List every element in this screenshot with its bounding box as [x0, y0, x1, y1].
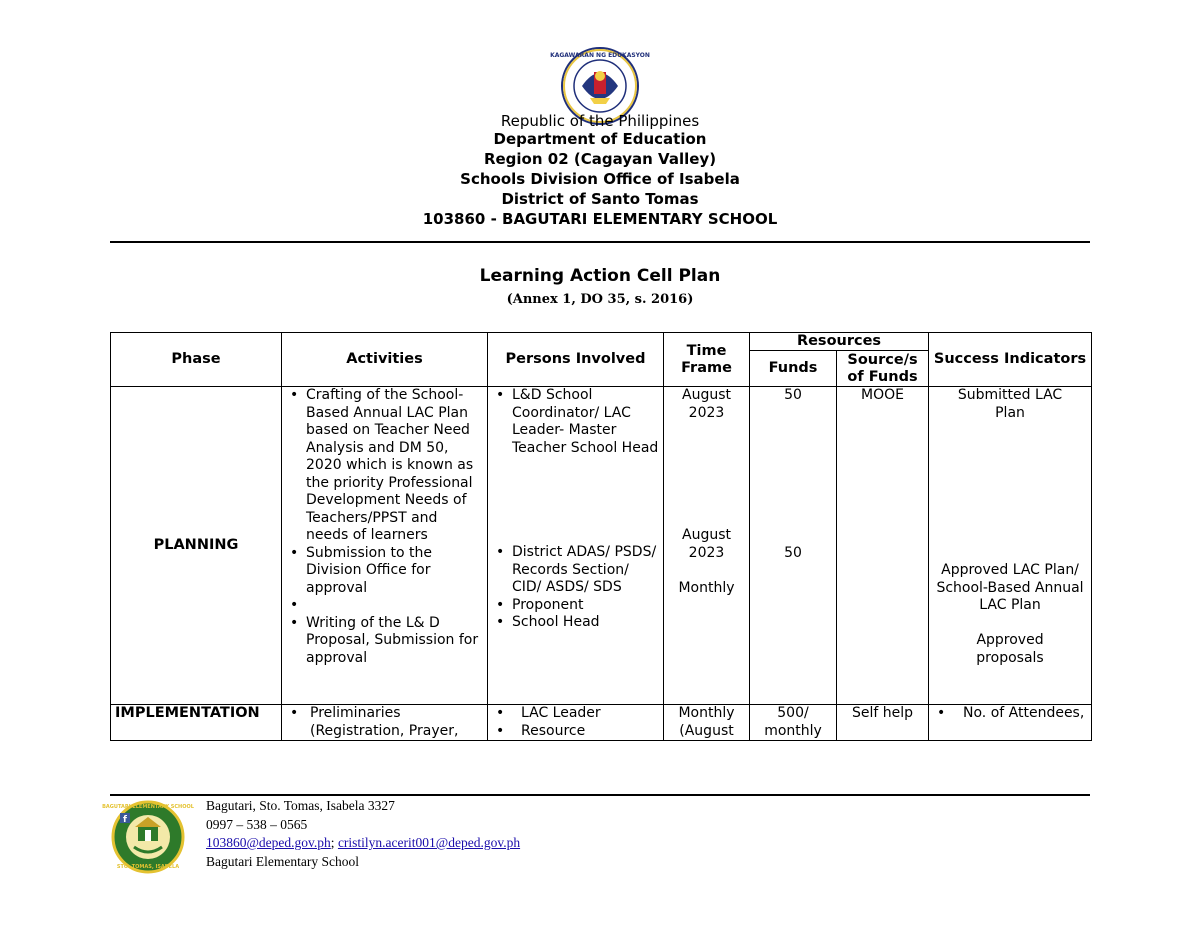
seal-text: KAGAWARAN NG EDUKASYON: [550, 52, 650, 59]
implementation-source: Self help: [837, 705, 929, 741]
table-row-planning: [111, 387, 1092, 705]
email-link-personal[interactable]: cristilyn.acerit001@deped.gov.ph: [337, 835, 521, 850]
implementation-time-frame: Monthly (August: [664, 705, 750, 741]
header-source-of-funds: Source/s of Funds: [837, 351, 929, 387]
list-item: • No. of Attendees,: [953, 705, 1087, 723]
school-logo: [102, 797, 194, 873]
indicator-1: Submitted LAC Plan: [957, 387, 1063, 421]
time-frame-2: August 2023: [682, 527, 731, 561]
header-resources: Resources: [750, 333, 929, 351]
header-time-frame: Time Frame: [664, 333, 750, 387]
logo-subtext: STO. TOMAS, ISABELA: [116, 864, 180, 870]
header-activities: Activities: [282, 333, 488, 387]
list-item: • Writing of the L& D Proposal, Submission for approval: [306, 615, 483, 668]
footer-school-name: Bagutari Elementary School: [206, 853, 359, 869]
lac-plan-table: [110, 332, 1092, 741]
header-persons-involved: Persons Involved: [488, 333, 664, 387]
time-frame-3: Monthly: [678, 579, 735, 596]
indicator-3: Approved proposals: [976, 632, 1044, 666]
list-item: • School Head: [512, 614, 659, 632]
logo-text: BAGUTARI ELEMENTARY SCHOOL: [102, 804, 194, 810]
implementation-activities: [282, 705, 488, 741]
funds-1: 50: [784, 387, 802, 403]
list-item: • Crafting of the School-Based Annual LAC Plan based on Teacher Need Analysis and DM 50, 2020 which is known as the priority Professional Development Needs of Teachers/PPST and needs of learners: [306, 387, 483, 545]
planning-persons: [488, 387, 664, 705]
email-separator: ;: [330, 835, 338, 850]
time-frame-1: August 2023: [682, 387, 731, 421]
indicator-2: Approved LAC Plan/ School-Based Annual LAC Plan: [936, 562, 1084, 613]
list-item: • Preliminaries (Registration, Prayer,: [306, 705, 483, 740]
planning-activities: [282, 387, 488, 705]
footer-phone: 0997 – 538 – 0565: [206, 816, 308, 832]
table-row-implementation: [111, 705, 1092, 741]
footer-address: Bagutari, Sto. Tomas, Isabela 3327: [206, 798, 395, 813]
planning-time-frame: [664, 387, 750, 705]
school-line: 103860 - BAGUTARI ELEMENTARY SCHOOL: [422, 210, 778, 228]
page-break-mask: [110, 742, 1100, 782]
planning-funds: [750, 387, 837, 705]
footer-contact: [206, 797, 520, 871]
email-link-school[interactable]: 103860@deped.gov.ph: [206, 835, 331, 850]
republic-line: Republic of the Philippines: [500, 112, 700, 130]
spacer: [306, 597, 483, 615]
implementation-funds: 500/ monthly: [750, 705, 837, 741]
list-item: • Submission to the Division Office for approval: [306, 545, 483, 598]
header-divider: [110, 241, 1090, 243]
header-phase: Phase: [111, 333, 282, 387]
list-item: • L&D School Coordinator/ LAC Leader- Master Teacher School Head: [512, 387, 659, 457]
list-item: • LAC Leader: [512, 705, 659, 723]
department-line: Department of Education: [493, 130, 707, 148]
document-subtitle: (Annex 1, DO 35, s. 2016): [506, 292, 694, 307]
implementation-persons: [488, 705, 664, 741]
footer-emails: [206, 834, 520, 853]
phase-planning: PLANNING: [111, 387, 282, 705]
list-item: • District ADAS/ PSDS/ Records Section/ CID/ ASDS/ SDS: [512, 544, 659, 597]
list-item: • Proponent: [512, 597, 659, 615]
district-line: District of Santo Tomas: [501, 190, 699, 208]
phase-implementation: IMPLEMENTATION: [111, 705, 282, 741]
planning-indicators: [929, 387, 1092, 705]
implementation-indicators: [929, 705, 1092, 741]
funds-2: 50: [784, 544, 802, 561]
region-line: Region 02 (Cagayan Valley): [483, 150, 717, 168]
document-title: Learning Action Cell Plan: [479, 266, 721, 286]
header-success-indicators: Success Indicators: [929, 333, 1092, 387]
footer-divider: [110, 794, 1090, 796]
list-item: • Resource: [512, 723, 659, 741]
division-line: Schools Division Office of Isabela: [460, 170, 740, 188]
planning-source: MOOE: [837, 387, 929, 705]
facebook-icon: f: [123, 815, 127, 825]
header-funds: Funds: [750, 351, 837, 387]
